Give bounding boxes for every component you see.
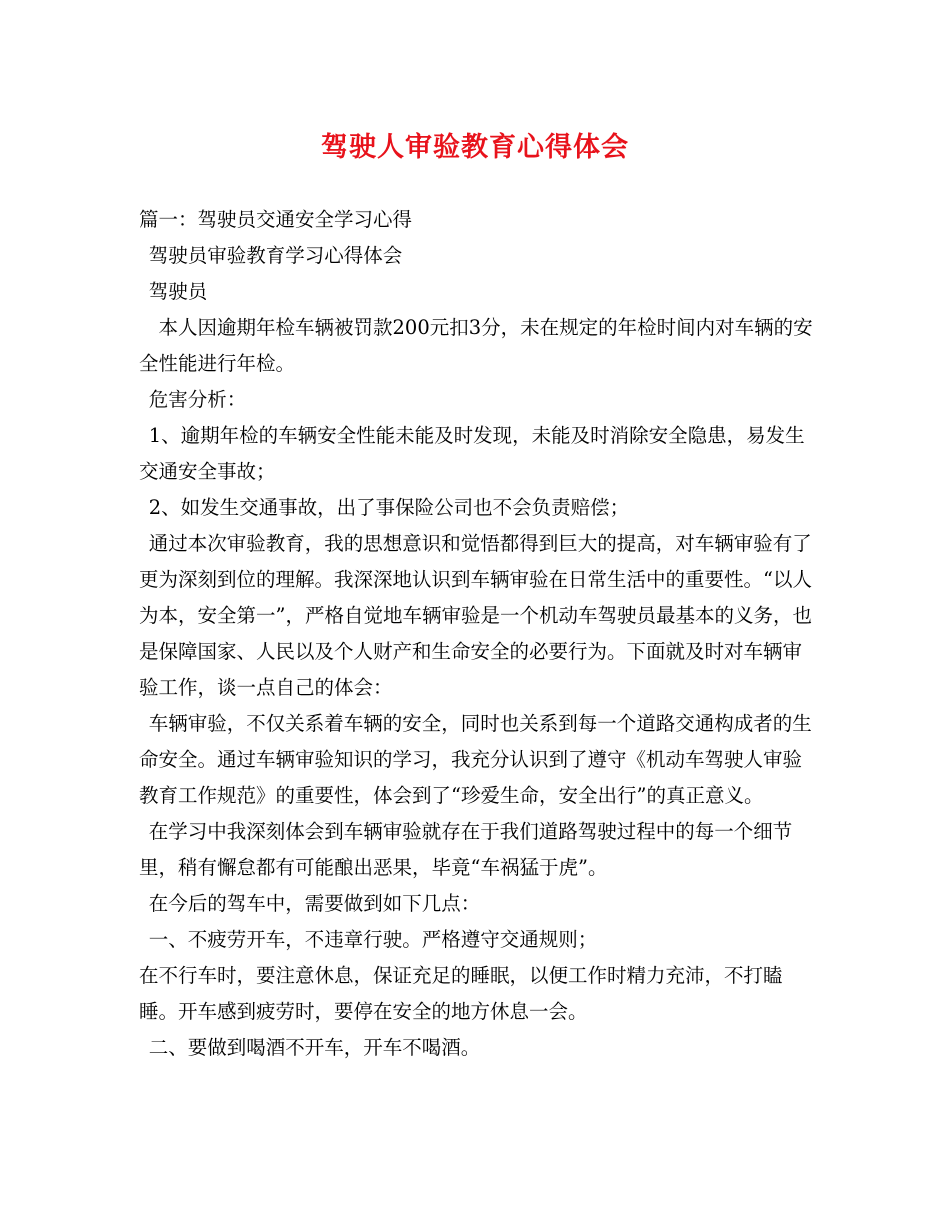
section-heading: 篇一：驾驶员交通安全学习心得 (139, 208, 413, 231)
document-title: 驾驶人审验教育心得体会 (321, 132, 629, 163)
body-paragraph: 1、逾期年检的车辆安全性能未能及时发现，未能及时消除安全隐患，易发生交通安全事故； (139, 424, 805, 483)
body-paragraph: 在学习中我深刻体会到车辆审验就存在于我们道路驾驶过程中的每一个细节里，稍有懈怠都有可能酿出恶果，毕竟“车祸猛于虎”。 (139, 820, 793, 879)
body-paragraph: 本人因逾期年检车辆被罚款200元扣3分，未在规定的年检时间内对车辆的安全性能进行年检。 (139, 316, 813, 375)
body-paragraph: 2、如发生交通事故，出了事保险公司也不会负责赔偿； (148, 496, 630, 519)
body-paragraph: 危害分析： (148, 388, 247, 411)
author-line: 驾驶员 (148, 280, 208, 303)
body-paragraph: 在今后的驾车中，需要做到如下几点： (148, 892, 481, 915)
body-paragraph: 在不行车时，要注意休息，保证充足的睡眠，以便工作时精力充沛，不打瞌睡。开车感到疲劳时，要停在安全的地方休息一会。 (139, 964, 783, 1023)
document-body (139, 202, 819, 1066)
body-paragraph: 二、要做到喝酒不开车，开车不喝酒。 (148, 1036, 481, 1059)
body-paragraph: 一、不疲劳开车，不违章行驶。严格遵守交通规则； (148, 928, 598, 951)
subtitle-line: 驾驶员审验教育学习心得体会 (148, 244, 403, 267)
body-paragraph: 车辆审验，不仅关系着车辆的安全，同时也关系到每一个道路交通构成者的生命安全。通过车辆审验知识的学习，我充分认识到了遵守《机动车驾驶人审验教育工作规范》的重要性，体会到了“珍爱生命，安全出行”的真正意义。 (139, 712, 812, 807)
body-paragraph: 通过本次审验教育，我的思想意识和觉悟都得到巨大的提高，对车辆审验有了更为深刻到位的理解。我深深地认识到车辆审验在日常生活中的重要性。“以人为本，安全第一”，严格自觉地车辆审验是一个机动车驾驶员最基本的义务，也是保障国家、人民以及个人财产和生命安全的必要行为。下面就及时对车辆审验工作，谈一点自己的体会： (139, 532, 812, 699)
